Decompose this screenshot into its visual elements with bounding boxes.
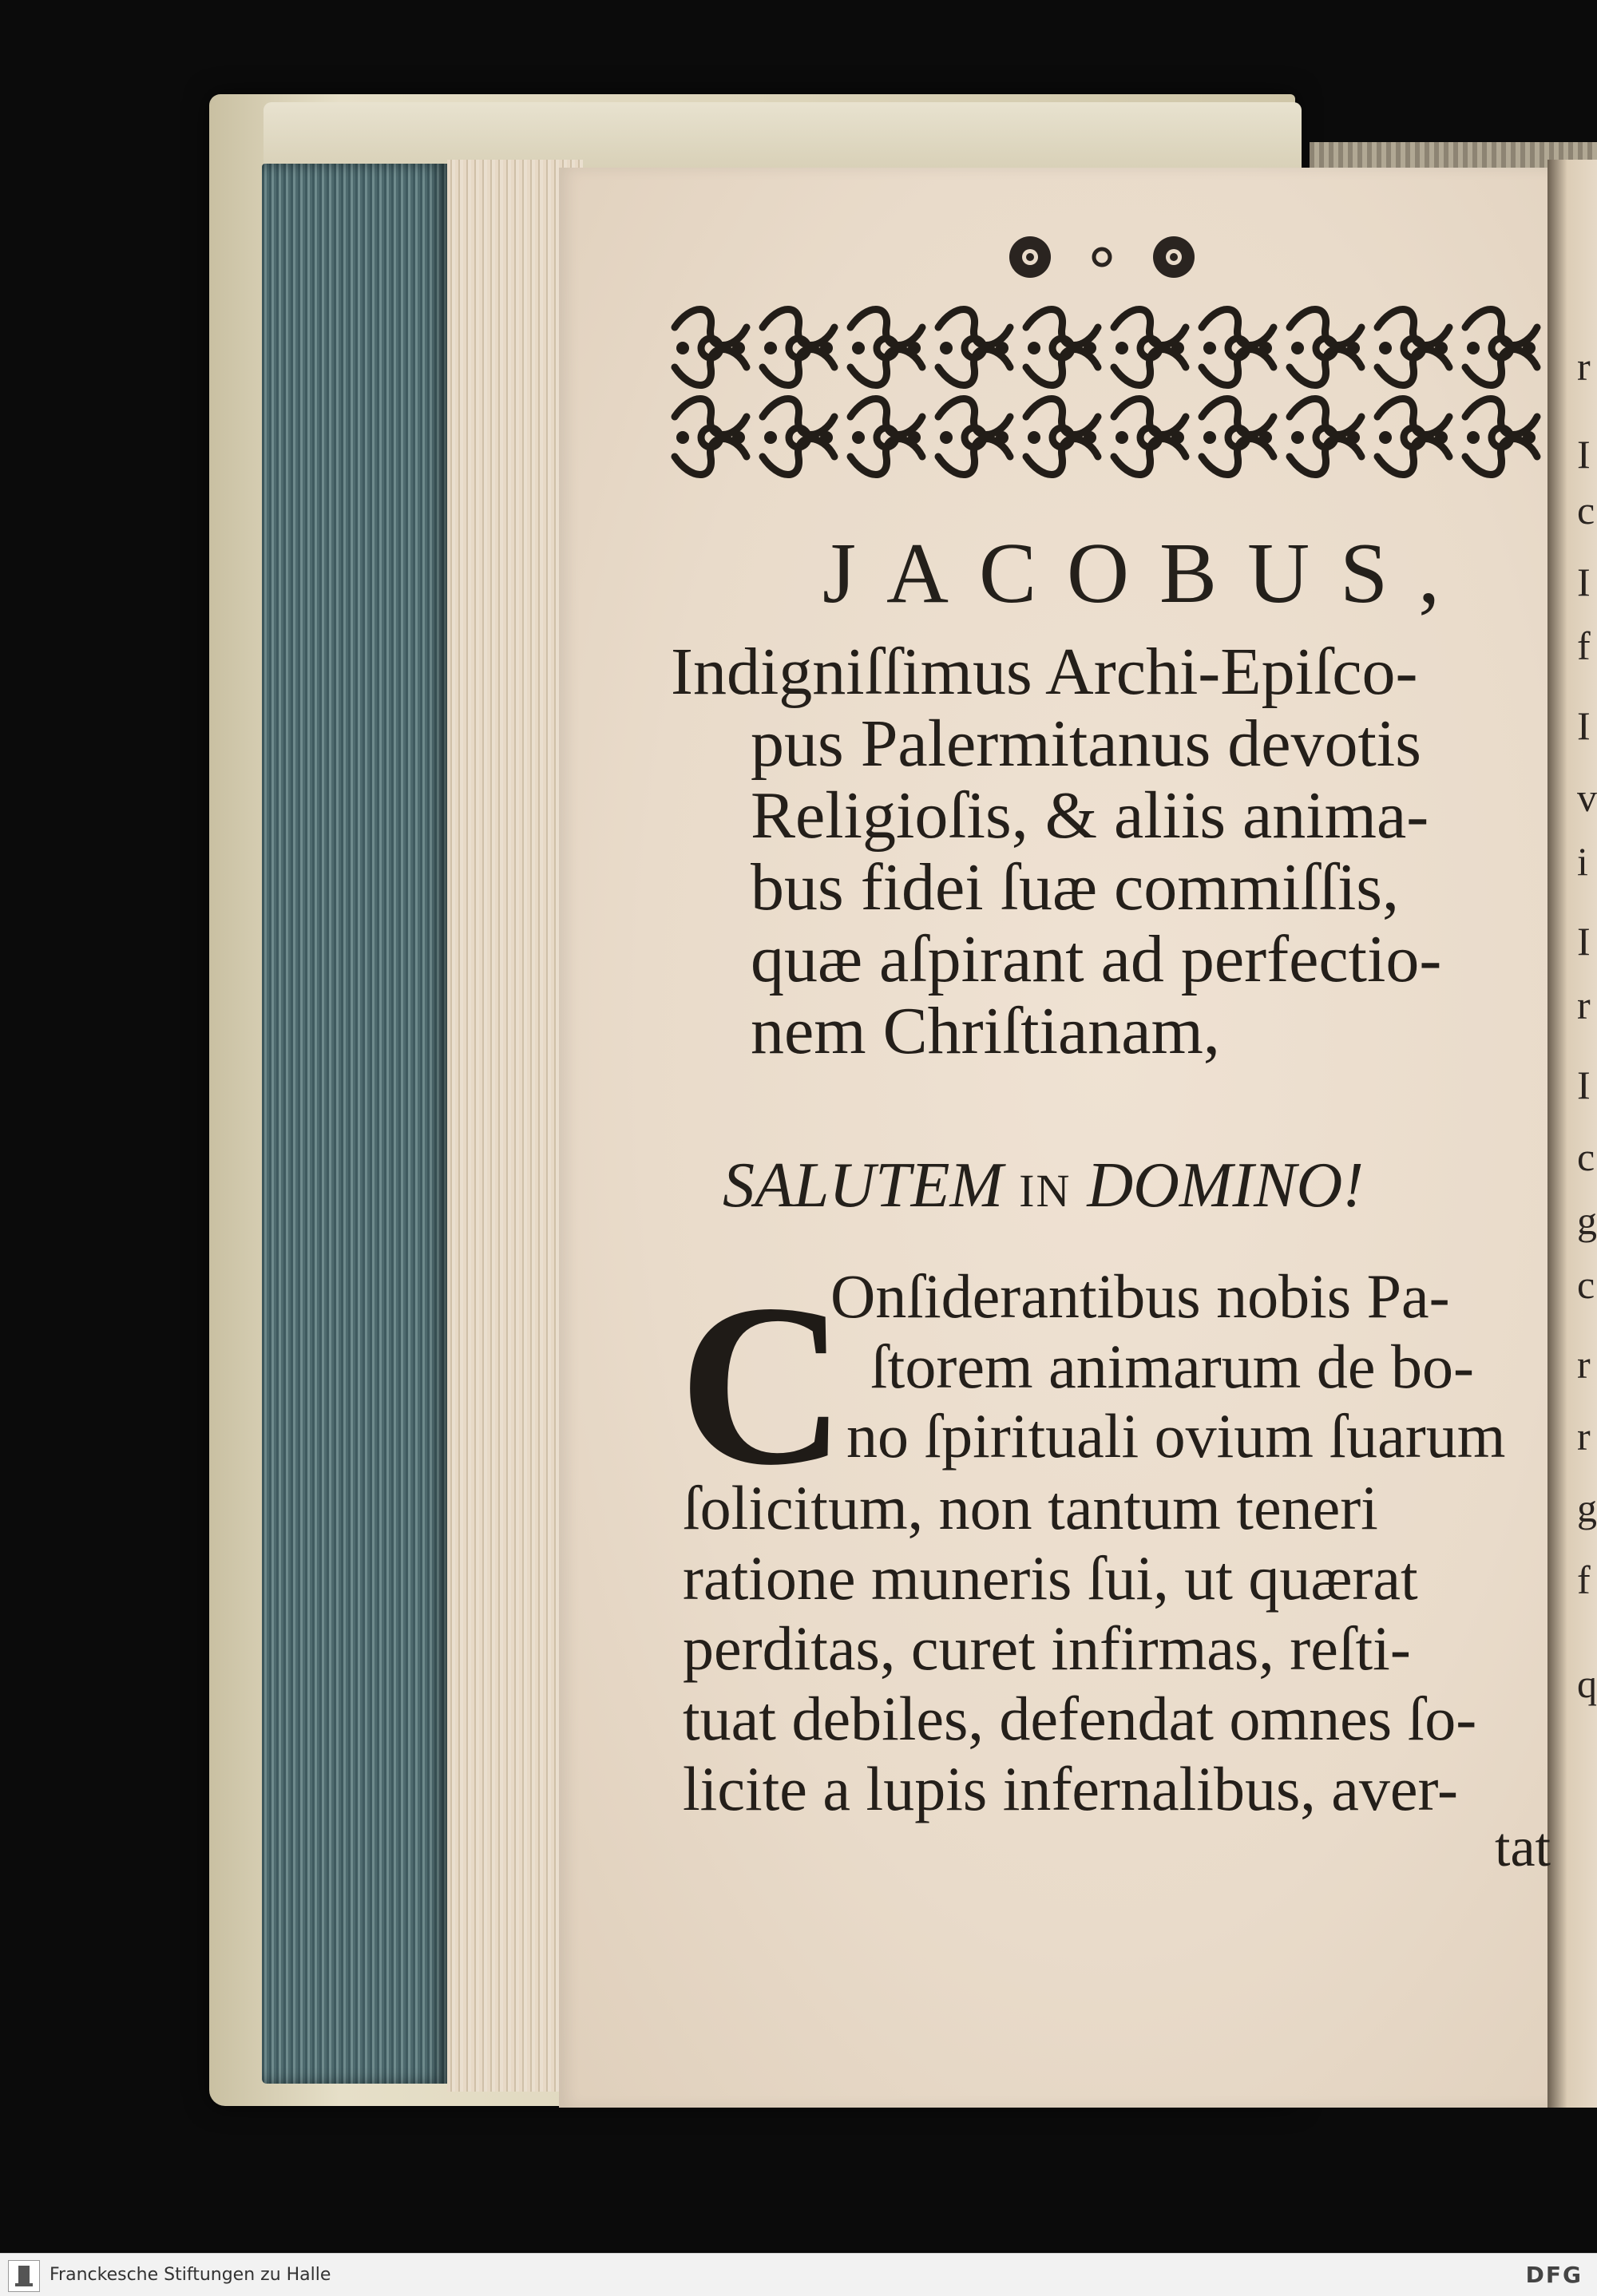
decorative-band-ornament-icon	[667, 303, 1541, 483]
body-line: tuat debiles, defendat omnes ſo-	[683, 1684, 1477, 1753]
facing-page-letter: i	[1577, 839, 1588, 884]
body-line: perditas, curet infirmas, reſti-	[683, 1613, 1411, 1683]
institution-logo-icon	[8, 2260, 40, 2292]
address-line: quæ aſpirant ad perfectio-	[751, 922, 1442, 996]
facing-page-letter: g	[1577, 1486, 1597, 1530]
facing-page-letter: c	[1577, 1262, 1595, 1307]
viewer-footer	[0, 2253, 1597, 2296]
facing-page-letter: f	[1577, 1558, 1591, 1602]
facing-page-letter: v	[1577, 775, 1597, 820]
funder-logo[interactable]: DFG	[1525, 2262, 1583, 2288]
body-line: ſolicitum, non tantum teneri	[683, 1473, 1378, 1542]
page-block-edge	[262, 164, 447, 2084]
facing-page-letter: r	[1577, 344, 1591, 389]
address-line: Indigniſſimus Archi-Epiſco-	[671, 635, 1418, 709]
facing-page-letter: f	[1577, 623, 1591, 668]
drop-cap: C	[679, 1257, 846, 1513]
facing-page-letter: I	[1577, 560, 1591, 604]
facing-page-letter: g	[1577, 1198, 1597, 1243]
facing-page-letter: r	[1577, 1342, 1591, 1387]
institution-name[interactable]: Franckesche Stiftungen zu Halle	[50, 2265, 331, 2285]
address-line: bus fidei ſuæ commiſſis,	[751, 850, 1399, 924]
catchword: tat	[1495, 1817, 1551, 1878]
facing-page-letter: c	[1577, 1134, 1595, 1179]
facing-page-letter: I	[1577, 432, 1591, 477]
facing-page-letter: r	[1577, 983, 1591, 1027]
facing-page-letter: I	[1577, 919, 1591, 964]
address-line: nem Chriſtianam,	[751, 994, 1220, 1068]
facing-page-letter: I	[1577, 703, 1591, 748]
body-line: no ſpirituali ovium ſuarum	[846, 1401, 1506, 1471]
facing-page-letter: r	[1577, 1414, 1591, 1459]
heading-name: JACOBUS,	[822, 526, 1471, 621]
facing-page-letter: I	[1577, 1063, 1591, 1107]
facing-page-letter: q	[1577, 1661, 1597, 1706]
salutem-word: SALUTEM	[723, 1150, 1004, 1221]
address-line: Religioſis, & aliis anima-	[751, 778, 1429, 853]
in-word: IN	[1019, 1165, 1072, 1217]
rosette-ornament-icon	[998, 225, 1206, 289]
domino-word: DOMINO!	[1087, 1150, 1364, 1221]
facing-page-letter: c	[1577, 488, 1595, 532]
body-line: Onſiderantibus nobis Pa-	[830, 1261, 1450, 1331]
body-line: ratione muneris ſui, ut quærat	[683, 1543, 1418, 1613]
salutation	[723, 1150, 1521, 1222]
body-line: ſtorem animarum de bo-	[870, 1332, 1474, 1401]
address-line: pus Palermitanus devotis	[751, 707, 1421, 781]
body-line: licite a lupis infernalibus, aver-	[683, 1754, 1458, 1823]
